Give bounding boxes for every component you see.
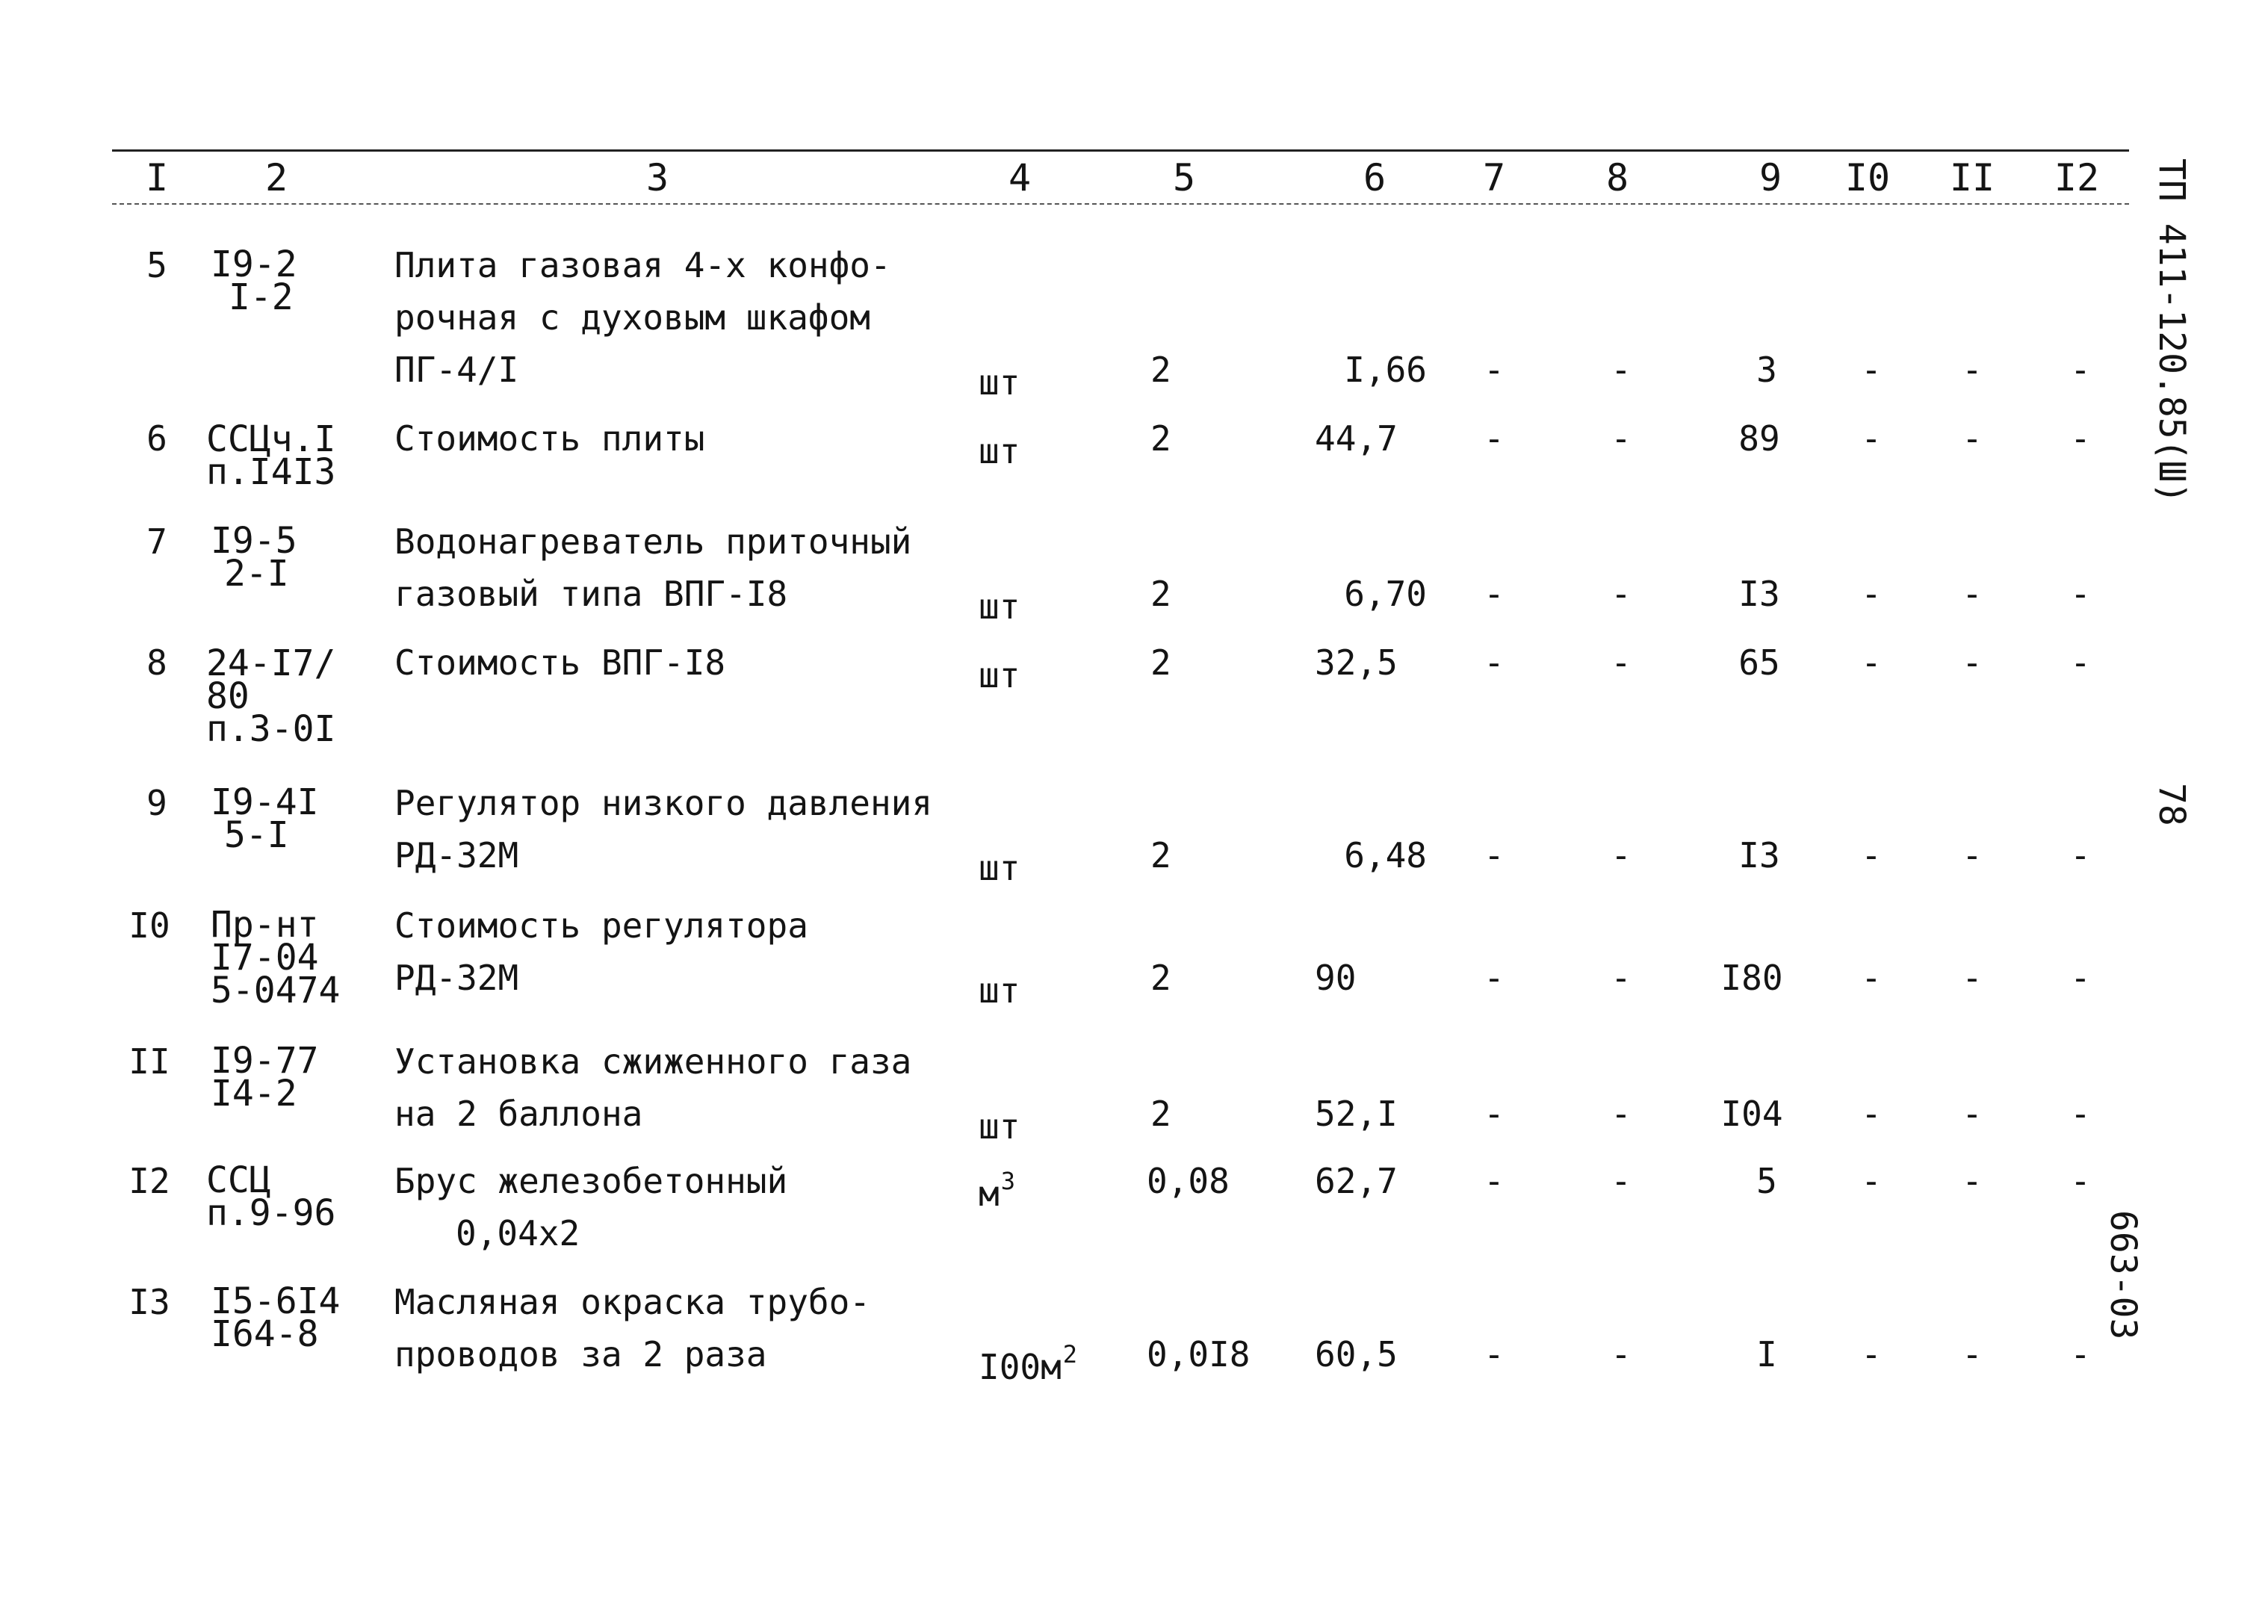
code-line: I5-6I4 — [211, 1280, 341, 1322]
col7-cell: - — [1484, 958, 1505, 998]
code-line: 80 — [206, 675, 250, 717]
unit-price-cell: 60,5 — [1315, 1334, 1398, 1374]
header-col-7: 7 — [1482, 156, 1506, 199]
page-number-label: 78 — [2151, 783, 2193, 826]
unit-cell — [979, 568, 1021, 633]
col12-cell: - — [2070, 1161, 2091, 1201]
unit: шт — [979, 655, 1020, 695]
col7-cell: - — [1484, 350, 1505, 390]
header-col-10: I0 — [1844, 156, 1891, 199]
unit-price-cell: I,66 — [1344, 350, 1427, 390]
unit-cell — [979, 1088, 1021, 1153]
header-col-1: I — [145, 156, 169, 199]
col9-cell: 3 — [1756, 350, 1777, 390]
header-top-rule — [112, 149, 2129, 152]
item-name-line: Стоимость ВПГ-I8 — [394, 642, 726, 683]
header-col-9: 9 — [1759, 156, 1782, 199]
unit: шт — [979, 362, 1020, 403]
col7-cell: - — [1484, 835, 1505, 875]
item-name-line: РД-32М — [394, 958, 519, 998]
code-line: I-2 — [229, 276, 294, 318]
item-name-line: рочная с духовым шкафом — [394, 297, 870, 338]
header-col-4: 4 — [1008, 156, 1032, 199]
col10-cell: - — [1861, 958, 1882, 998]
item-name-line: Регулятор низкого давления — [394, 783, 933, 823]
col9-cell: I — [1756, 1334, 1777, 1374]
col10-cell: - — [1861, 1334, 1882, 1374]
header-col-8: 8 — [1605, 156, 1629, 199]
col10-cell: - — [1861, 1094, 1882, 1134]
col8-cell: - — [1611, 1334, 1632, 1374]
unit-cell — [979, 636, 1021, 701]
header-col-6: 6 — [1363, 156, 1386, 199]
unit-cell — [979, 1328, 1077, 1393]
item-name-line: Водонагреватель приточный — [394, 521, 912, 562]
col7-cell: - — [1484, 418, 1505, 459]
col11-cell: - — [1962, 574, 1983, 614]
unit: шт — [979, 586, 1020, 627]
col11-cell: - — [1962, 958, 1983, 998]
document-code-label: ТП 411-120.85(Ш) — [2151, 158, 2193, 504]
header-col-11: II — [1949, 156, 1995, 199]
quantity-cell: 2 — [1150, 1094, 1171, 1134]
code-line: I4-2 — [211, 1073, 297, 1115]
col12-cell: - — [2070, 642, 2091, 683]
unit-price-cell: 6,70 — [1344, 574, 1427, 614]
unit-price-cell: 62,7 — [1315, 1161, 1398, 1201]
code-line: 5-0474 — [211, 970, 341, 1011]
unit: I00м — [979, 1347, 1062, 1387]
code-line: 5-I — [224, 814, 289, 856]
item-name-line: проводов за 2 раза — [394, 1334, 767, 1374]
item-name-line: газовый типа ВПГ-I8 — [394, 574, 788, 614]
col9-cell: I3 — [1738, 574, 1780, 614]
item-name-line: ПГ-4/I — [394, 350, 519, 390]
header-col-5: 5 — [1172, 156, 1196, 199]
quantity-cell: 2 — [1150, 835, 1171, 875]
unit-price-cell: 52,I — [1315, 1094, 1398, 1134]
header-bottom-rule — [112, 203, 2129, 205]
col8-cell: - — [1611, 958, 1632, 998]
code-line: I9-5 — [211, 520, 297, 562]
item-name-line: Масляная окраска трубо- — [394, 1282, 870, 1322]
col10-cell: - — [1861, 1161, 1882, 1201]
unit-cell — [979, 412, 1021, 477]
quantity-cell: 0,08 — [1147, 1161, 1230, 1201]
row-number: I0 — [128, 905, 170, 946]
row-number: 9 — [146, 783, 167, 823]
unit-cell — [979, 1155, 1015, 1220]
unit: шт — [979, 970, 1020, 1011]
col7-cell: - — [1484, 1094, 1505, 1134]
unit-price-cell: 90 — [1315, 958, 1357, 998]
col9-cell: I3 — [1738, 835, 1780, 875]
col11-cell: - — [1962, 418, 1983, 459]
item-name-line: 0,04х2 — [456, 1213, 580, 1253]
quantity-cell: 2 — [1150, 418, 1171, 459]
code-line: I64-8 — [211, 1313, 319, 1355]
header-col-3: 3 — [645, 156, 669, 199]
col9-cell: I04 — [1720, 1094, 1783, 1134]
row-number: 5 — [146, 245, 167, 285]
col10-cell: - — [1861, 418, 1882, 459]
col12-cell: - — [2070, 418, 2091, 459]
col12-cell: - — [2070, 1334, 2091, 1374]
row-number: I2 — [128, 1161, 170, 1201]
col12-cell: - — [2070, 350, 2091, 390]
row-number: 8 — [146, 642, 167, 683]
item-name-line: Плита газовая 4-х конфо- — [394, 245, 891, 285]
unit-cell — [979, 344, 1021, 409]
col8-cell: - — [1611, 642, 1632, 683]
quantity-cell: 0,0I8 — [1147, 1334, 1251, 1374]
col7-cell: - — [1484, 642, 1505, 683]
unit: шт — [979, 1106, 1020, 1147]
col8-cell: - — [1611, 350, 1632, 390]
row-number: II — [128, 1041, 170, 1082]
col11-cell: - — [1962, 1094, 1983, 1134]
col11-cell: - — [1962, 835, 1983, 875]
item-name-line: Стоимость плиты — [394, 418, 705, 459]
col8-cell: - — [1611, 1161, 1632, 1201]
col10-cell: - — [1861, 642, 1882, 683]
code-line: п.I4I3 — [206, 451, 336, 493]
unit-price-cell: 6,48 — [1344, 835, 1427, 875]
item-name-line: на 2 баллона — [394, 1094, 643, 1134]
code-line: Пр-нт — [211, 904, 319, 946]
col10-cell: - — [1861, 574, 1882, 614]
col9-cell: I80 — [1720, 958, 1783, 998]
col12-cell: - — [2070, 574, 2091, 614]
col7-cell: - — [1484, 574, 1505, 614]
unit-cell — [979, 829, 1021, 894]
col11-cell: - — [1962, 1334, 1983, 1374]
code-line: I9-4I — [211, 781, 319, 823]
item-name-line: РД-32М — [394, 835, 519, 875]
quantity-cell: 2 — [1150, 642, 1171, 683]
code-line: I7-04 — [211, 937, 319, 979]
col7-cell: - — [1484, 1334, 1505, 1374]
item-name-line: Брус железобетонный — [394, 1161, 788, 1201]
col12-cell: - — [2070, 958, 2091, 998]
item-name-line: Установка сжиженного газа — [394, 1041, 912, 1082]
quantity-cell: 2 — [1150, 574, 1171, 614]
quantity-cell: 2 — [1150, 958, 1171, 998]
album-code-label: 663-03 — [2102, 1210, 2144, 1340]
unit-superscript: 2 — [1062, 1340, 1078, 1369]
unit: м — [979, 1174, 1000, 1214]
unit-cell — [979, 952, 1021, 1017]
col11-cell: - — [1962, 350, 1983, 390]
code-line: ССЦ — [206, 1159, 271, 1201]
unit-price-cell: 44,7 — [1315, 418, 1398, 459]
item-name-line: Стоимость регулятора — [394, 905, 808, 946]
col10-cell: - — [1861, 350, 1882, 390]
header-col-12: I2 — [2054, 156, 2100, 199]
col12-cell: - — [2070, 835, 2091, 875]
col10-cell: - — [1861, 835, 1882, 875]
code-line: 24-I7/ — [206, 642, 336, 684]
col11-cell: - — [1962, 642, 1983, 683]
col9-cell: 65 — [1738, 642, 1780, 683]
quantity-cell: 2 — [1150, 350, 1171, 390]
code-line: ССЦч.I — [206, 418, 336, 460]
col11-cell: - — [1962, 1161, 1983, 1201]
col8-cell: - — [1611, 418, 1632, 459]
header-col-2: 2 — [264, 156, 288, 199]
unit-price-cell: 32,5 — [1315, 642, 1398, 683]
col8-cell: - — [1611, 1094, 1632, 1134]
unit: шт — [979, 848, 1020, 888]
code-line: 2-I — [224, 553, 289, 595]
code-line: I9-77 — [211, 1040, 319, 1082]
col8-cell: - — [1611, 574, 1632, 614]
code-line: п.9-96 — [206, 1192, 336, 1234]
code-line: п.3-0I — [206, 708, 336, 750]
row-number: 7 — [146, 521, 167, 562]
col9-cell: 89 — [1738, 418, 1780, 459]
col8-cell: - — [1611, 835, 1632, 875]
code-line: I9-2 — [211, 244, 297, 285]
unit: шт — [979, 431, 1020, 471]
col7-cell: - — [1484, 1161, 1505, 1201]
row-number: 6 — [146, 418, 167, 459]
unit-superscript: 3 — [1000, 1167, 1015, 1195]
row-number: I3 — [128, 1282, 170, 1322]
col12-cell: - — [2070, 1094, 2091, 1134]
col9-cell: 5 — [1756, 1161, 1777, 1201]
